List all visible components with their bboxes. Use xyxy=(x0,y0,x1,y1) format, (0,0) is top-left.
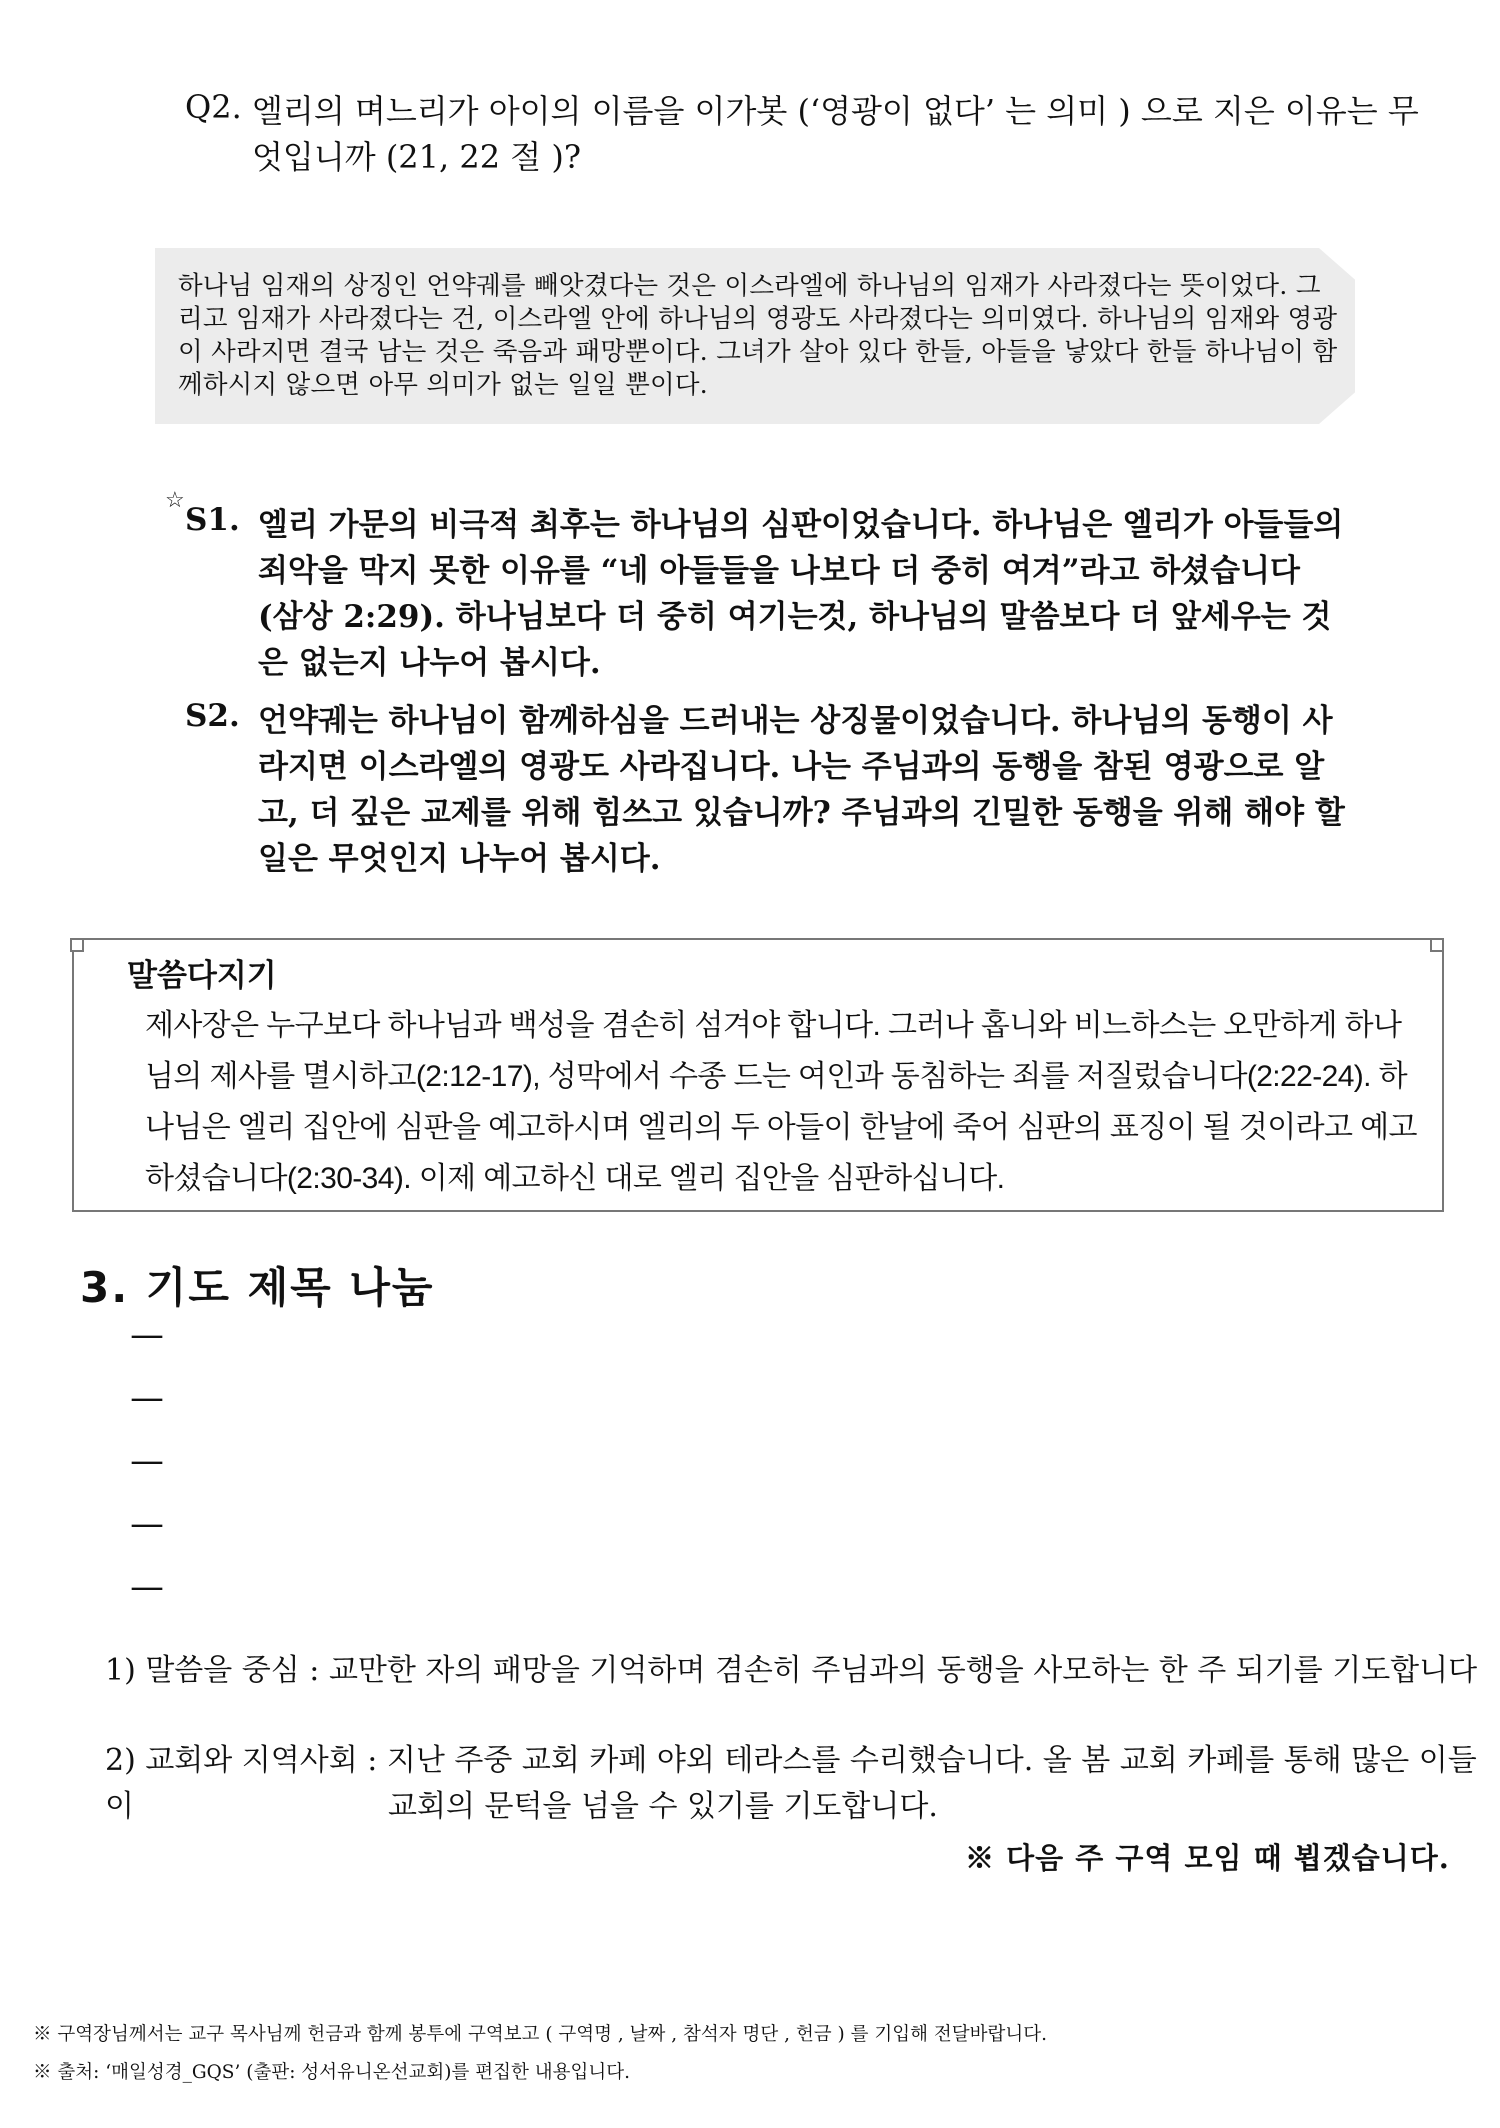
prayer-section-title: 3. 기도 제목 나눔 xyxy=(80,1263,435,1312)
next-meeting-note: ※ 다음 주 구역 모임 때 뵙겠습니다. xyxy=(965,1841,1450,1875)
frame-corner-ornament xyxy=(70,938,84,952)
prayer-item-community-cont: 교회의 문턱을 넘을 수 있기를 기도합니다. xyxy=(388,1789,938,1824)
prayer-blank-line: — xyxy=(130,1378,164,1418)
q2-question: 엘리의 며느리가 아이의 이름을 이가봇 (‘영광이 없다’ 는 의미 ) 으로 지은 이유는 무엇입니까 (21, 22 절 )? xyxy=(252,92,1419,176)
frame-corner-ornament xyxy=(1430,938,1444,952)
word-summary-body: 제사장은 누구보다 하나님과 백성을 겸손히 섬겨야 합니다. 그러나 홉니와 비느하스는 오만하게 하나님의 제사를 멸시하고(2:12-17), 성막에서 수종 드는 여인과 동침하는 죄를 저질렀습니다(2:22-24). 하나님은 엘리 집안에 심판을 예고하시며 엘리의 두 아들이 한날에 죽어 심판의 표징이 될 것이라고 예고하셨습니다(2:30-34). 이제 예고하신 대로 엘리 집안을 심판하십니다. xyxy=(145,1009,1417,1195)
s1-question: 엘리 가문의 비극적 최후는 하나님의 심판이었습니다. 하나님은 엘리가 아들들의 죄악을 막지 못한 이유를 “네 아들들을 나보다 더 중히 여겨”라고 하셨습니다 (삼상 2:29). 하나님보다 더 중히 여기는것, 하나님의 말씀보다 더 앞세우는 것은 없는지 나누어 봅시다. xyxy=(258,507,1344,681)
answer-text: 하나님 임재의 상징인 언약궤를 빼앗겼다는 것은 이스라엘에 하나님의 임재가 사라졌다는 뜻이었다. 그리고 임재가 사라졌다는 건, 이스라엘 안에 하나님의 영광도 사라졌다는 의미였다. 하나님의 임재와 영광이 사라지면 결국 남는 것은 죽음과 패망뿐이다. 그녀가 살아 있다 한들, 아들을 낳았다 한들 하나님이 함께하시지 않으면 아무 의미가 없는 일일 뿐이다. xyxy=(178,271,1338,400)
footer-source-note: ※ 출처: ‘매일성경_GQS’ (출판: 성서유니온선교회)를 편집한 내용입니다. xyxy=(33,2062,630,2083)
star-icon: ☆ xyxy=(165,488,185,513)
s2-label: S2. xyxy=(185,698,240,734)
prayer-item-community: 2) 교회와 지역사회 : 지난 주중 교회 카페 야외 테라스를 수리했습니다. 올 봄 교회 카페를 통해 많은 이들이 xyxy=(105,1743,1477,1824)
prayer-blank-line: — xyxy=(130,1315,164,1355)
prayer-blank-line: — xyxy=(130,1567,164,1607)
s1-label: S1. xyxy=(185,502,240,538)
prayer-item-word: 1) 말씀을 중심 : 교만한 자의 패망을 기억하며 겸손히 주님과의 동행을 사모하는 한 주 되기를 기도합니다 xyxy=(105,1653,1478,1688)
s2-question: 언약궤는 하나님이 함께하심을 드러내는 상징물이었습니다. 하나님의 동행이 사라지면 이스라엘의 영광도 사라집니다. 나는 주님과의 동행을 참된 영광으로 알고, 더 깊은 교제를 위해 힘쓰고 있습니까? 주님과의 긴밀한 동행을 위해 해야 할 일은 무엇인지 나누어 봅시다. xyxy=(258,703,1345,877)
footer-report-note: ※ 구역장님께서는 교구 목사님께 헌금과 함께 봉투에 구역보고 ( 구역명 , 날짜 , 참석자 명단 , 헌금 ) 를 기입해 전달바랍니다. xyxy=(33,2024,1048,2045)
word-summary-title: 말씀다지기 xyxy=(127,958,277,994)
prayer-blank-line: — xyxy=(130,1504,164,1544)
q2-label: Q2. xyxy=(185,88,242,126)
prayer-blank-line: — xyxy=(130,1441,164,1481)
